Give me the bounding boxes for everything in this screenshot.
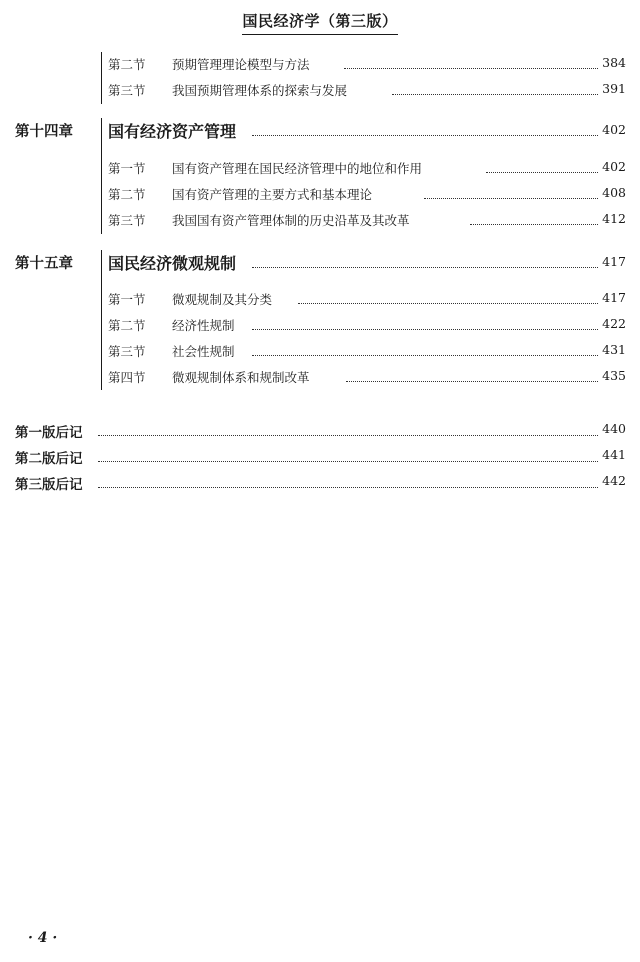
section-title: 预期管理理论模型与方法 bbox=[172, 57, 310, 72]
leader-dots bbox=[98, 461, 598, 462]
section-rule-ch15 bbox=[101, 250, 102, 390]
leader-dots bbox=[298, 303, 598, 304]
postscript-title: 第一版后记 bbox=[15, 425, 83, 441]
leader-dots bbox=[392, 94, 598, 95]
section-title: 我国预期管理体系的探索与发展 bbox=[172, 83, 348, 98]
section-title: 国有资产管理的主要方式和基本理论 bbox=[172, 187, 373, 202]
section-title: 我国国有资产管理体制的历史沿革及其改革 bbox=[172, 213, 410, 228]
section-number: 第二节 bbox=[108, 187, 146, 202]
page-number: 435 bbox=[602, 368, 626, 383]
section-title: 社会性规制 bbox=[172, 344, 235, 359]
running-header bbox=[0, 10, 640, 35]
page-number: 422 bbox=[602, 316, 626, 331]
leader-dots bbox=[252, 135, 598, 136]
page-number: 417 bbox=[602, 290, 626, 305]
page-number: 402 bbox=[602, 159, 626, 174]
leader-dots bbox=[346, 381, 598, 382]
leader-dots bbox=[486, 172, 598, 173]
leader-dots bbox=[252, 355, 598, 356]
section-number: 第三节 bbox=[108, 344, 146, 359]
section-number: 第三节 bbox=[108, 83, 146, 98]
page-number: 408 bbox=[602, 185, 626, 200]
section-number: 第一节 bbox=[108, 292, 146, 307]
page-number: 402 bbox=[602, 122, 626, 137]
chapter-title: 国有经济资产管理 bbox=[108, 122, 237, 141]
section-rule-ch13 bbox=[101, 52, 102, 104]
page-footer-number: · 4 · bbox=[28, 930, 58, 946]
page-number: 441 bbox=[602, 447, 626, 462]
page-number: 442 bbox=[602, 473, 626, 488]
section-number: 第三节 bbox=[108, 213, 146, 228]
book-title: 国民经济学（第三版） bbox=[242, 10, 397, 35]
leader-dots bbox=[252, 329, 598, 330]
section-number: 第一节 bbox=[108, 161, 146, 176]
leader-dots bbox=[344, 68, 598, 69]
postscript-title: 第二版后记 bbox=[15, 451, 83, 467]
leader-dots bbox=[98, 435, 598, 436]
section-title: 经济性规制 bbox=[172, 318, 235, 333]
leader-dots bbox=[98, 487, 598, 488]
section-title: 微观规制体系和规制改革 bbox=[172, 370, 310, 385]
leader-dots bbox=[470, 224, 598, 225]
section-title: 国有资产管理在国民经济管理中的地位和作用 bbox=[172, 161, 423, 176]
page-number: 440 bbox=[602, 421, 626, 436]
chapter-number: 第十四章 bbox=[15, 123, 73, 140]
section-rule-ch14 bbox=[101, 118, 102, 234]
page-number: 431 bbox=[602, 342, 626, 357]
leader-dots bbox=[424, 198, 598, 199]
section-number: 第二节 bbox=[108, 318, 146, 333]
section-number: 第二节 bbox=[108, 57, 146, 72]
chapter-number: 第十五章 bbox=[15, 255, 73, 272]
page-number: 412 bbox=[602, 211, 626, 226]
leader-dots bbox=[252, 267, 598, 268]
chapter-title: 国民经济微观规制 bbox=[108, 254, 237, 273]
postscript-title: 第三版后记 bbox=[15, 477, 83, 493]
section-number: 第四节 bbox=[108, 370, 146, 385]
page-number: 391 bbox=[602, 81, 626, 96]
page-number: 384 bbox=[602, 55, 626, 70]
section-title: 微观规制及其分类 bbox=[172, 292, 273, 307]
page-number: 417 bbox=[602, 254, 626, 269]
